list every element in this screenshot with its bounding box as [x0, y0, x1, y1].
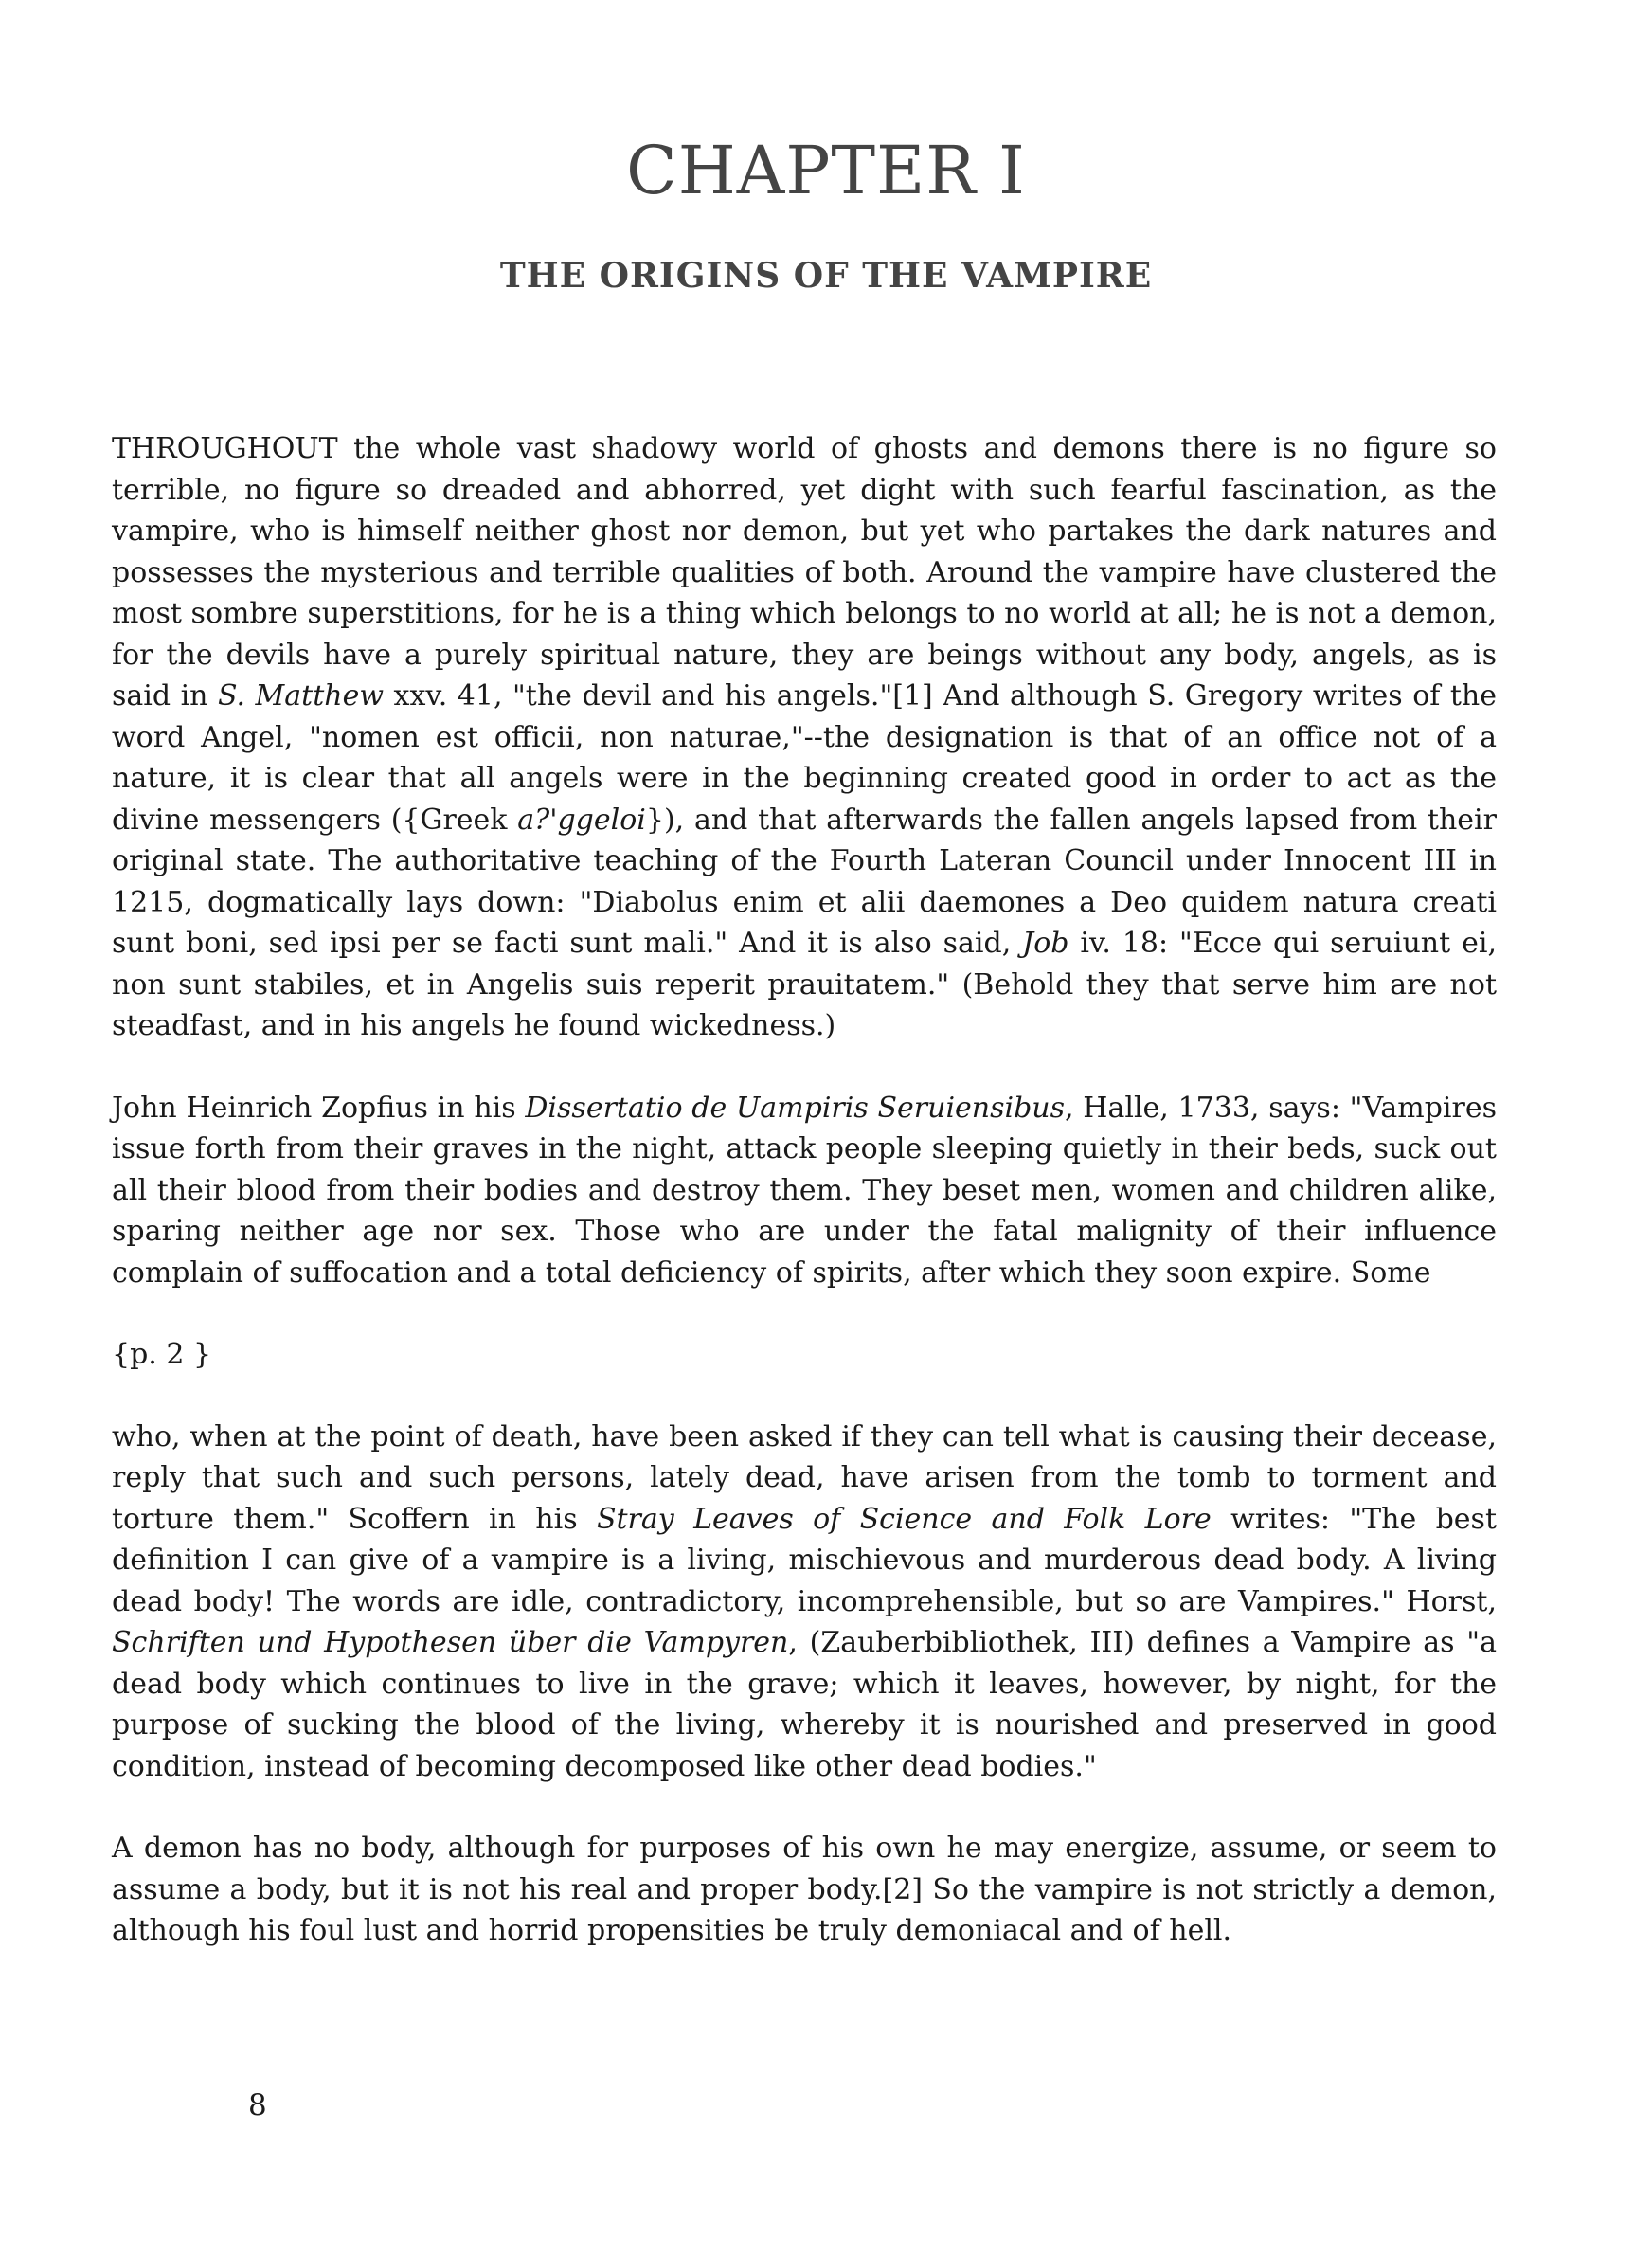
text-segment: , (Zauberbibliothek, III) defines a Vampire as "a dead body which continues to live in the grave; which it leaves, however, by night, for the purpose of sucking the blood of the living, whereby it is nourished and preserved in good condition, instead of becoming decomposed like other dead bodies." — [112, 1626, 1497, 1783]
text-segment: xxv. 41, "the devil and his angels."[1] And although S. Gregory writes of the word Angel, "nomen est officii, non naturae,"--the designation is that of an office not of a nature, it is clear that all angels were in the beginning created good in order to act as the divine messengers ({Greek — [112, 679, 1497, 837]
text-segment: who, when at the point of death, have been asked if they can tell what is causing their decease, reply that such and such persons, lately dead, have arisen from the tomb to torment and torture them." Scoffern in his — [112, 1419, 1497, 1536]
text-segment: THROUGHOUT the whole vast shadowy world of ghosts and demons there is no figure so terrible, no figure so dreaded and abhorred, yet dight with such fearful fascination, as the vampire, who is himself neither ghost nor demon, but yet who partakes the dark natures and possesses the mysterious and terrible qualities of both. Around the vampire have clustered the most sombre superstitions, for he is a thing which belongs to no world at all; he is not a demon, for the devils have a purely spiritual nature, they are beings without any body, angels, as is said in — [112, 432, 1497, 713]
page-number: 8 — [248, 2088, 267, 2122]
italic-book-title: Schriften und Hypothesen über die Vampyren — [112, 1626, 789, 1659]
chapter-title: CHAPTER I — [626, 132, 1026, 209]
text-segment: John Heinrich Zopfius in his — [112, 1091, 526, 1125]
paragraph — [112, 1088, 1497, 1294]
text-segment: A demon has no body, although for purposes of his own he may energize, assume, or seem to assume a body, but it is not his real and proper body.[2] So the vampire is not strictly a demon, although his foul lust and horrid propensities be truly demoniacal and of hell. — [112, 1832, 1497, 1947]
chapter-subtitle: THE ORIGINS OF THE VAMPIRE — [499, 256, 1153, 296]
italic-greek-word: a?'ggeloi — [517, 803, 646, 837]
text-segment: }), and that afterwards the fallen angels lapsed from their original state. The authoritative teaching of the Fourth Lateran Council under Innocent III in 1215, dogmatically lays down: "Diabolus enim et alii daemones a Deo quidem natura creati sunt boni, sed ipsi per se facti sunt mali." And it is also said, — [112, 803, 1497, 960]
page-marker — [112, 1334, 1497, 1376]
text-segment: writes: "The best definition I can give of a vampire is a living, mischievous and murderous dead body. A living dead body! The words are idle, contradictory, incomprehensible, but so are Vampires." Horst, — [112, 1502, 1497, 1618]
italic-reference: S. Matthew — [218, 679, 385, 713]
body-text — [112, 428, 1497, 1993]
text-segment: iv. 18: "Ecce qui seruiunt ei, non sunt stabiles, et in Angelis suis reperit prauitatem." (Behold they that serve him are not steadfast, and in his angels he found wickedness.) — [112, 927, 1497, 1042]
italic-reference: Job — [1022, 927, 1069, 960]
paragraph — [112, 1417, 1497, 1788]
paragraph — [112, 428, 1497, 1047]
italic-book-title: Stray Leaves of Science and Folk Lore — [596, 1502, 1212, 1536]
paragraph — [112, 1828, 1497, 1952]
page-marker-text: {p. 2 } — [112, 1338, 212, 1371]
italic-book-title: Dissertatio de Uampiris Seruiensibus — [525, 1091, 1066, 1125]
text-segment: , Halle, 1733, says: "Vampires issue forth from their graves in the night, attack people sleeping quietly in their beds, suck out all their blood from their bodies and destroy them. They beset men, women and children alike, sparing neither age nor sex. Those who are under the fatal malignity of their influence complain of suffocation and a total deficiency of spirits, after which they soon expire. Some — [112, 1091, 1497, 1290]
